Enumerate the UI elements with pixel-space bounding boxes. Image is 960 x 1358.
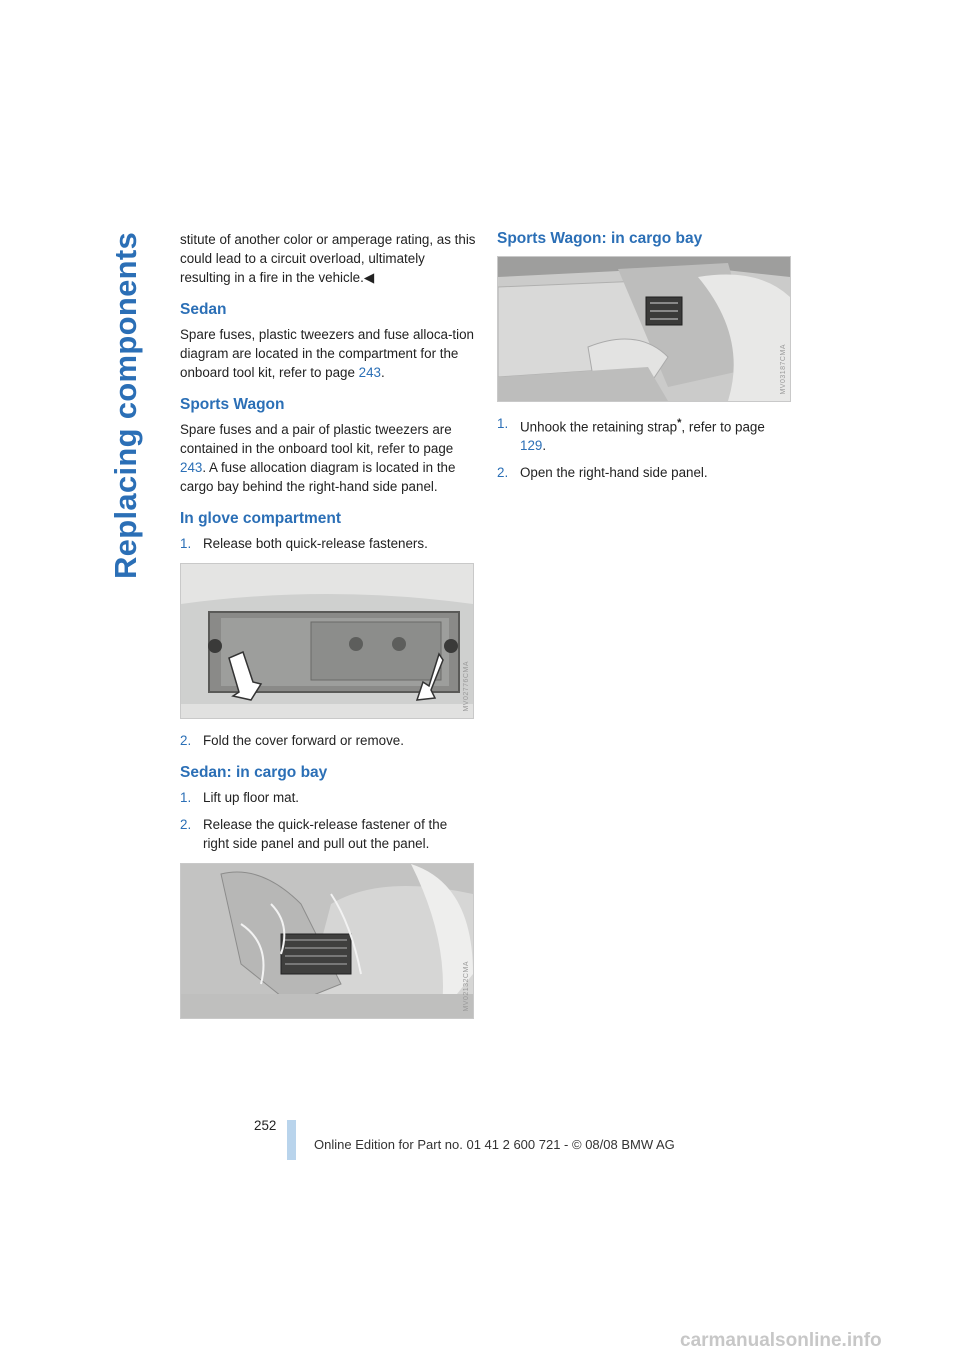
page-link-243[interactable]: 243 — [180, 460, 203, 475]
heading-sedan: Sedan — [180, 301, 227, 318]
list-item: 2. Release the quick-release fastener of the right side panel and pull out the panel. — [180, 817, 448, 851]
glove-steps-continued — [180, 731, 476, 750]
list-item: 2. Fold the cover forward or remove. — [180, 733, 404, 748]
list-item: 1. Lift up floor mat. — [180, 790, 300, 805]
photo-code: MV02132CMA — [463, 961, 470, 1012]
wagon-paragraph: Spare fuses and a pair of plastic tweezers are contained in the onboard tool kit, refer to page 243. A fuse allocation diagram is located in the cargo bay behind the right-hand side panel. — [180, 422, 456, 494]
sedan-cargo-steps — [180, 788, 476, 853]
intro-paragraph: stitute of another color or amperage rating, as this could lead to a circuit overload, ultimately resulting in a fire in the vehicle.◀ — [180, 232, 476, 285]
wagon-cargo-steps — [497, 414, 793, 482]
left-column — [180, 230, 476, 1031]
list-item: 2. Open the right-hand side panel. — [497, 465, 708, 481]
list-item: 1. Release both quick-release fasteners. — [180, 536, 428, 551]
heading-glove-compartment: In glove compartment — [180, 510, 342, 527]
list-item: 1. Unhook the retaining strap*, refer to page 129. — [497, 416, 765, 454]
sedan-cargo-bay-photo — [180, 863, 474, 1019]
photo-code: MV02776CMA — [463, 661, 470, 712]
end-mark-icon: ◀ — [363, 270, 375, 285]
heading-sedan-cargo-bay: Sedan: in cargo bay — [180, 764, 328, 781]
heading-sports-wagon: Sports Wagon — [180, 396, 285, 413]
right-column — [497, 230, 793, 492]
photo-code: MV03187CMA — [780, 344, 787, 395]
watermark: carmanualsonline.info — [680, 1330, 882, 1351]
optional-equipment-star-icon: * — [677, 417, 682, 429]
sedan-paragraph: Spare fuses, plastic tweezers and fuse alloca-tion diagram are located in the compartment for the onboard tool kit, refer to page 243. — [180, 327, 475, 380]
heading-sports-wagon-cargo-bay: Sports Wagon: in cargo bay — [497, 230, 703, 247]
page-link-129[interactable]: 129 — [520, 438, 543, 454]
footer-accent-bar — [287, 1120, 296, 1160]
wagon-cargo-bay-photo — [497, 256, 791, 402]
glove-steps — [180, 534, 476, 553]
edition-line: Online Edition for Part no. 01 41 2 600 721 - © 08/08 BMW AG — [314, 1137, 675, 1152]
glove-compartment-photo — [180, 563, 474, 719]
page-number: 252 — [254, 1118, 277, 1133]
side-section-title: Replacing components — [108, 232, 143, 580]
page-link-243[interactable]: 243 — [358, 365, 381, 380]
